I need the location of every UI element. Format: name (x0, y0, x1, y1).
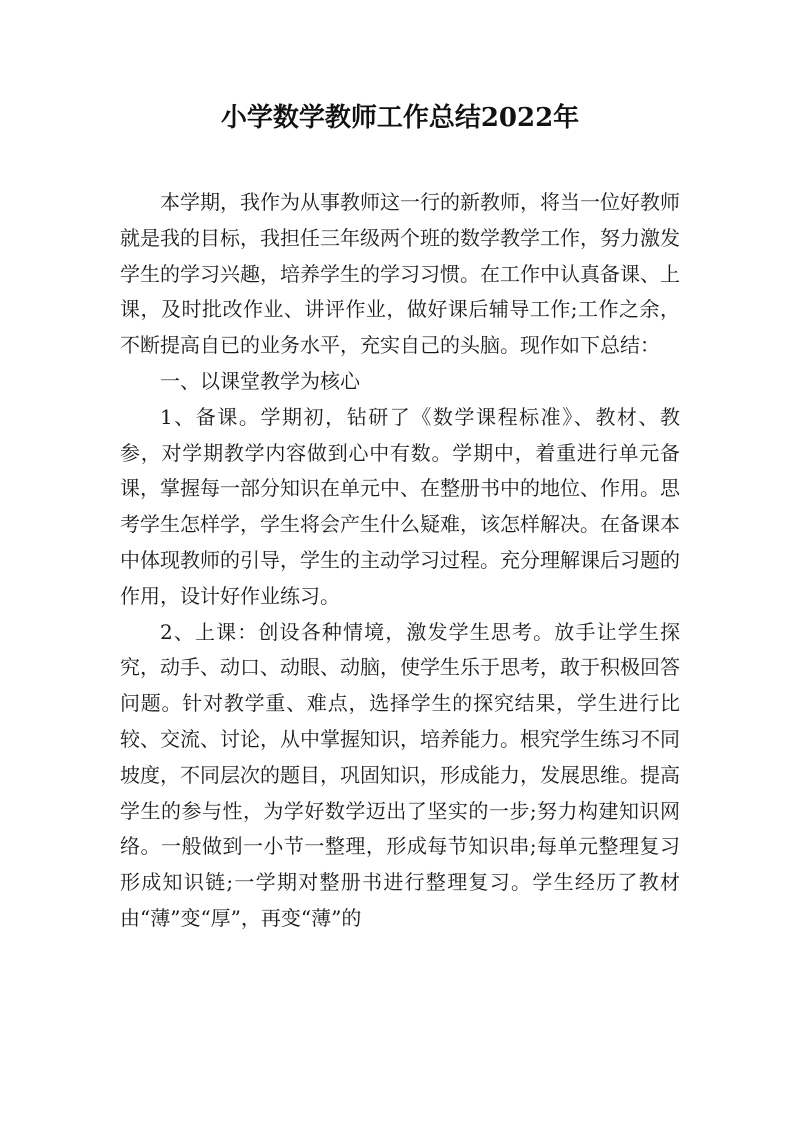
paragraph-lesson-prep: 1、备课。学期初，钻研了《数学课程标准》、教材、教参，对学期教学内容做到心中有数。学期中，着重进行单元备课，掌握每一部分知识在单元中、在整册书中的地位、作用。思考学生怎样学，学生将会产生什么疑难，该怎样解决。在备课本中体现教师的引导，学生的主动学习过程。充分理解课后习题的作用，设计好作业练习。 (120, 404, 680, 608)
document-body (120, 185, 680, 937)
section-heading: 一、以课堂教学为核心 (160, 368, 360, 393)
document-title: 小学数学教师工作总结2022年 (220, 103, 580, 133)
paragraph-intro: 本学期，我作为从事教师这一行的新教师，将当一位好教师就是我的目标，我担任三年级两个班的数学教学工作，努力激发学生的学习兴趣，培养学生的学习习惯。在工作中认真备课、上课，及时批改作业、讲评作业，做好课后辅导工作;工作之余，不断提高自已的业务水平，充实自己的头脑。现作如下总结： (120, 190, 680, 358)
paragraph-teaching: 2、上课：创设各种情境，激发学生思考。放手让学生探究，动手、动口、动眼、动脑，使学生乐于思考，敢于积极回答问题。针对教学重、难点，选择学生的探究结果，学生进行比较、交流、讨论，从中掌握知识，培养能力。根究学生练习不同坡度，不同层次的题目，巩固知识，形成能力，发展思维。提高学生的参与性，为学好数学迈出了坚实的一步;努力构建知识网络。一般做到一小节一整理，形成每节知识串;每单元整理复习形成知识链;一学期对整册书进行整理复习。学生经历了教材由“薄”变“厚”，再变“薄”的 (120, 619, 680, 930)
